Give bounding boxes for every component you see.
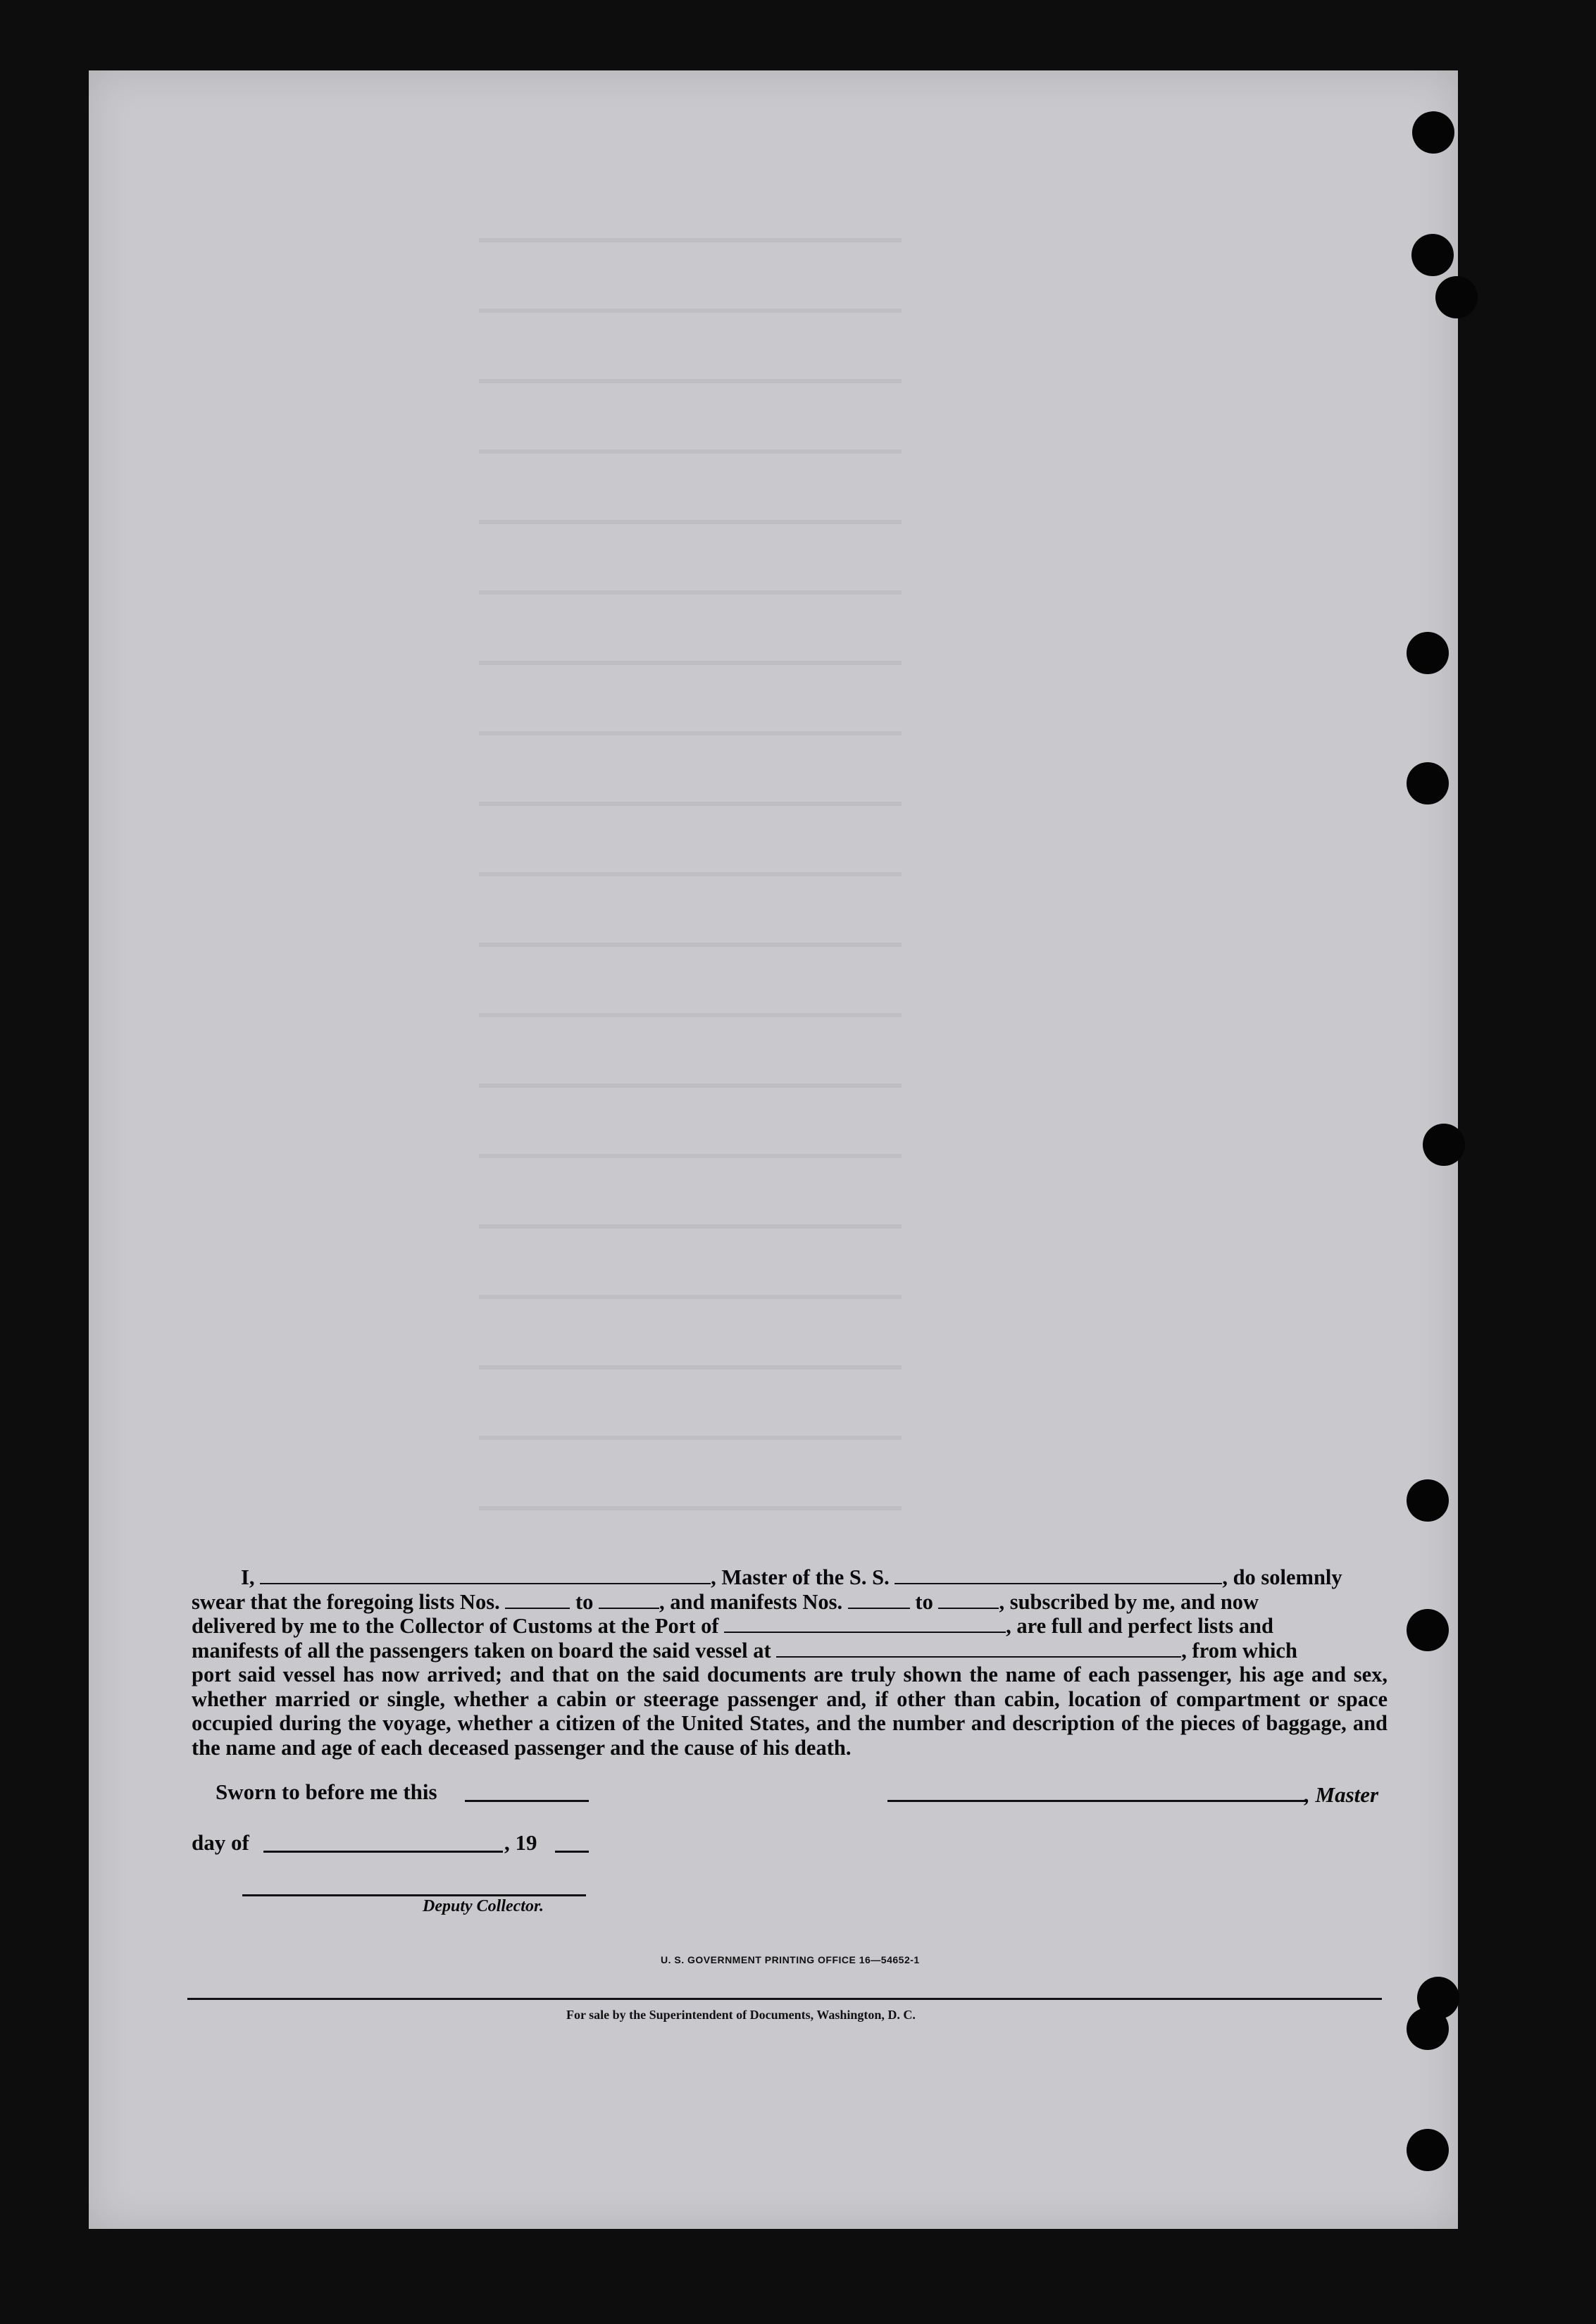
year-line [555,1851,589,1853]
binder-hole [1407,1479,1449,1522]
oath-subscribed: , subscribed by me, and now [999,1589,1259,1614]
oath-to-1: to [575,1589,594,1614]
oath-master-of-ss: , Master of the S. S. [711,1565,890,1589]
bleed-through [268,183,1324,1522]
binder-hole [1407,2129,1449,2171]
oath-delivered: delivered by me to the Collector of Customs at the Port of [192,1614,719,1638]
oath-do-solemnly: , do solemnly [1222,1565,1342,1589]
oath-swear: swear that the foregoing lists Nos. [192,1589,500,1614]
oath-from-which: , from which [1181,1638,1297,1663]
day-of-label: day of [192,1830,249,1855]
sale-notice: For sale by the Superintendent of Documents, Washington, D. C. [566,2008,916,2022]
binder-hole [1412,111,1454,154]
oath-i: I, [241,1565,255,1589]
oath-statement [192,1565,1388,1760]
oath-manifests-all: manifests of all the passengers taken on board the said vessel at [192,1638,771,1663]
gpo-imprint: U. S. GOVERNMENT PRINTING OFFICE 16—54652-1 [661,1954,920,1965]
oath-body: port said vessel has now arrived; and that on the said documents are truly shown the name of each passenger, his age and sex, whether married or single, whether a cabin or steerage passenger and, if other than cabin, location of compartment or space occupied during the voyage, whether a citizen of the United States, and the number and description of the pieces of baggage, and the name and age of each deceased passenger and the cause of his death. [192,1663,1388,1760]
oath-to-2: to [915,1589,933,1614]
day-of-line [263,1851,503,1853]
footer-rule [187,1998,1382,2000]
sworn-date-line [465,1800,589,1802]
sworn-label: Sworn to before me this [216,1779,437,1804]
deputy-signature-line [242,1894,586,1896]
binder-hole [1407,762,1449,804]
oath-are-full: , are full and perfect lists and [1006,1614,1273,1638]
oath-and-manifests: , and manifests Nos. [659,1589,843,1614]
binder-hole [1407,1609,1449,1651]
binder-hole [1411,234,1454,276]
deputy-label: Deputy Collector. [423,1897,544,1915]
binder-hole [1423,1124,1465,1166]
binder-hole [1407,2008,1449,2050]
binder-hole [1435,276,1478,318]
binder-hole [1407,632,1449,674]
master-signature-line [887,1800,1306,1802]
year-label: , 19 [504,1830,537,1855]
master-label: , Master [1304,1782,1379,1807]
